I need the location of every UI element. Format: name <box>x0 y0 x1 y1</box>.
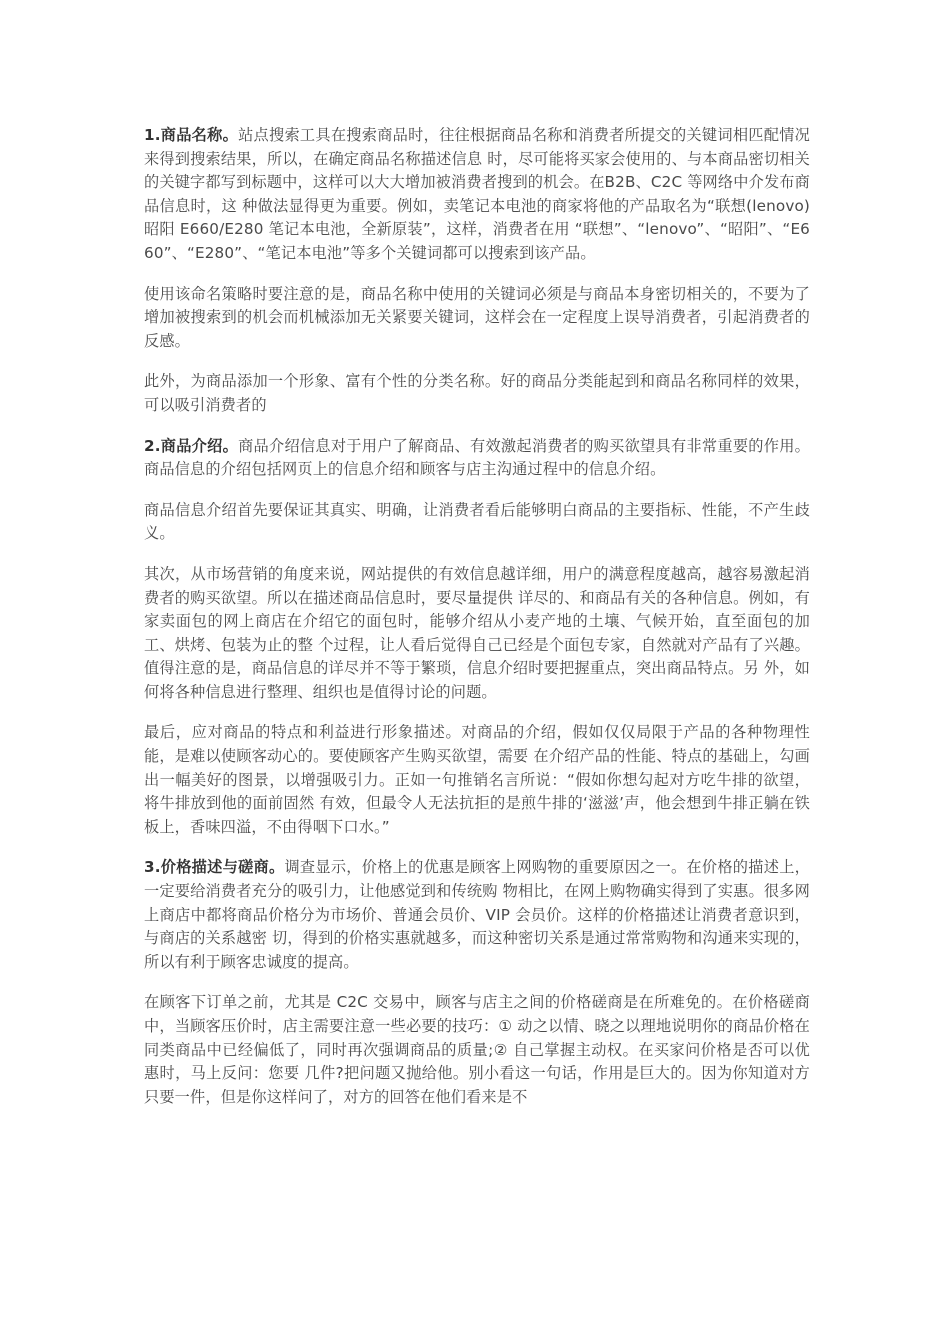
paragraph-naming-caution <box>144 283 810 354</box>
section-heading: 2.商品介绍。 <box>144 436 239 455</box>
paragraph-product-name <box>144 124 810 266</box>
paragraph-text: 商品介绍信息对于用户了解商品、有效激起消费者的购买欲望具有非常重要的作用。商品信息的介绍包括网页上的信息介绍和顾客与店主沟通过程中的信息介绍。 <box>144 436 810 479</box>
section-heading: 3.价格描述与磋商。 <box>144 858 285 877</box>
paragraph-intro-truthful <box>144 499 810 546</box>
paragraph-text: 商品信息介绍首先要保证其真实、明确，让消费者看后能够明白商品的主要指标、性能，不产生歧义。 <box>144 500 810 543</box>
paragraph-intro-imagery <box>144 721 810 839</box>
paragraph-text: 此外，为商品添加一个形象、富有个性的分类名称。好的商品分类能起到和商品名称同样的效果，可以吸引消费者的 <box>144 372 810 414</box>
section-heading: 1.商品名称。 <box>144 126 239 144</box>
paragraph-text: 在顾客下订单之前，尤其是 C2C 交易中，顾客与店主之间的价格磋商是在所难免的。在价格磋商中，当顾客压价时，店主需要注意一些必要的技巧：① 动之以情、晓之以理地说明你的商品价格在同类商品中已经偏低了，同时再次强调商品的质量;② 自己掌握主动权。在买家问价格是否可以优惠时，马上反问：您要 几件?把问题又抛给他。别小看这一句话，作用是巨大的。因为你知道对方只要一件，但是你这样问了，对方的回答在他们看来是不 <box>144 993 810 1106</box>
paragraph-intro-detailed <box>144 563 810 705</box>
paragraph-text: 其次，从市场营销的角度来说，网站提供的有效信息越详细，用户的满意程度越高，越容易激起消费者的购买欲望。所以在描述商品信息时，要尽量提供 详尽的、和商品有关的各种信息。例如，有家卖面包的网上商店在介绍它的面包时，能够介绍从小麦产地的土壤、气候开始，直至面包的加工、烘烤、包装为止的整 个过程，让人看后觉得自己已经是个面包专家，自然就对产品有了兴趣。值得注意的是，商品信息的详尽并不等于繁琐，信息介绍时要把握重点，突出商品特点。另 外，如何将各种信息进行整理、组织也是值得讨论的问题。 <box>144 564 810 701</box>
paragraph-price <box>144 856 810 974</box>
paragraph-text: 使用该命名策略时要注意的是，商品名称中使用的关键词必须是与商品本身密切相关的，不要为了增加被搜索到的机会而机械添加无关紧要关键词，这样会在一定程度上误导消费者，引起消费者的反感。 <box>144 284 810 350</box>
paragraph-category-name <box>144 370 810 417</box>
paragraph-text: 站点搜索工具在搜索商品时，往往根据商品名称和消费者所提交的关键词相匹配情况来得到搜索结果，所以，在确定商品名称描述信息 时，尽可能将买家会使用的、与本商品密切相关的关键字都写到标题中，这样可以大大增加被消费者搜到的机会。在B2B、C2C 等网络中介发布商品信息时，这 种做法显得更为重要。例如，卖笔记本电池的商家将他的产品取名为“联想(lenovo)昭阳 E660/E280 笔记本电池，全新原装”，这样，消费者在用 “联想”、“lenovo”、“昭阳”、“E660”、“E280”、“笔记本电池”等多个关键词都可以搜索到该产品。 <box>144 126 810 262</box>
paragraph-text: 最后，应对商品的特点和利益进行形象描述。对商品的介绍，假如仅仅局限于产品的各种物理性能，是难以使顾客动心的。要使顾客产生购买欲望，需要 在介绍产品的性能、特点的基础上，勾画出一幅美好的图景，以增强吸引力。正如一句推销名言所说：“假如你想勾起对方吃牛排的欲望，将牛排放到他的面前固然 有效，但最令人无法抗拒的是煎牛排的‘滋滋’声，他会想到牛排正躺在铁板上，香味四溢，不由得咽下口水。” <box>144 723 810 836</box>
paragraph-price-negotiation <box>144 991 810 1109</box>
paragraph-text: 调查显示，价格上的优惠是顾客上网购物的重要原因之一。在价格的描述上，一定要给消费者充分的吸引力，让他感觉到和传统购 物相比，在网上购物确实得到了实惠。很多网上商店中都将商品价格分为市场价、普通会员价、VIP 会员价。这样的价格描述让消费者意识到，与商店的关系越密 切，得到的价格实惠就越多，而这种密切关系是通过常常购物和沟通来实现的，所以有利于顾客忠诚度的提高。 <box>144 858 810 971</box>
paragraph-product-intro <box>144 435 810 482</box>
